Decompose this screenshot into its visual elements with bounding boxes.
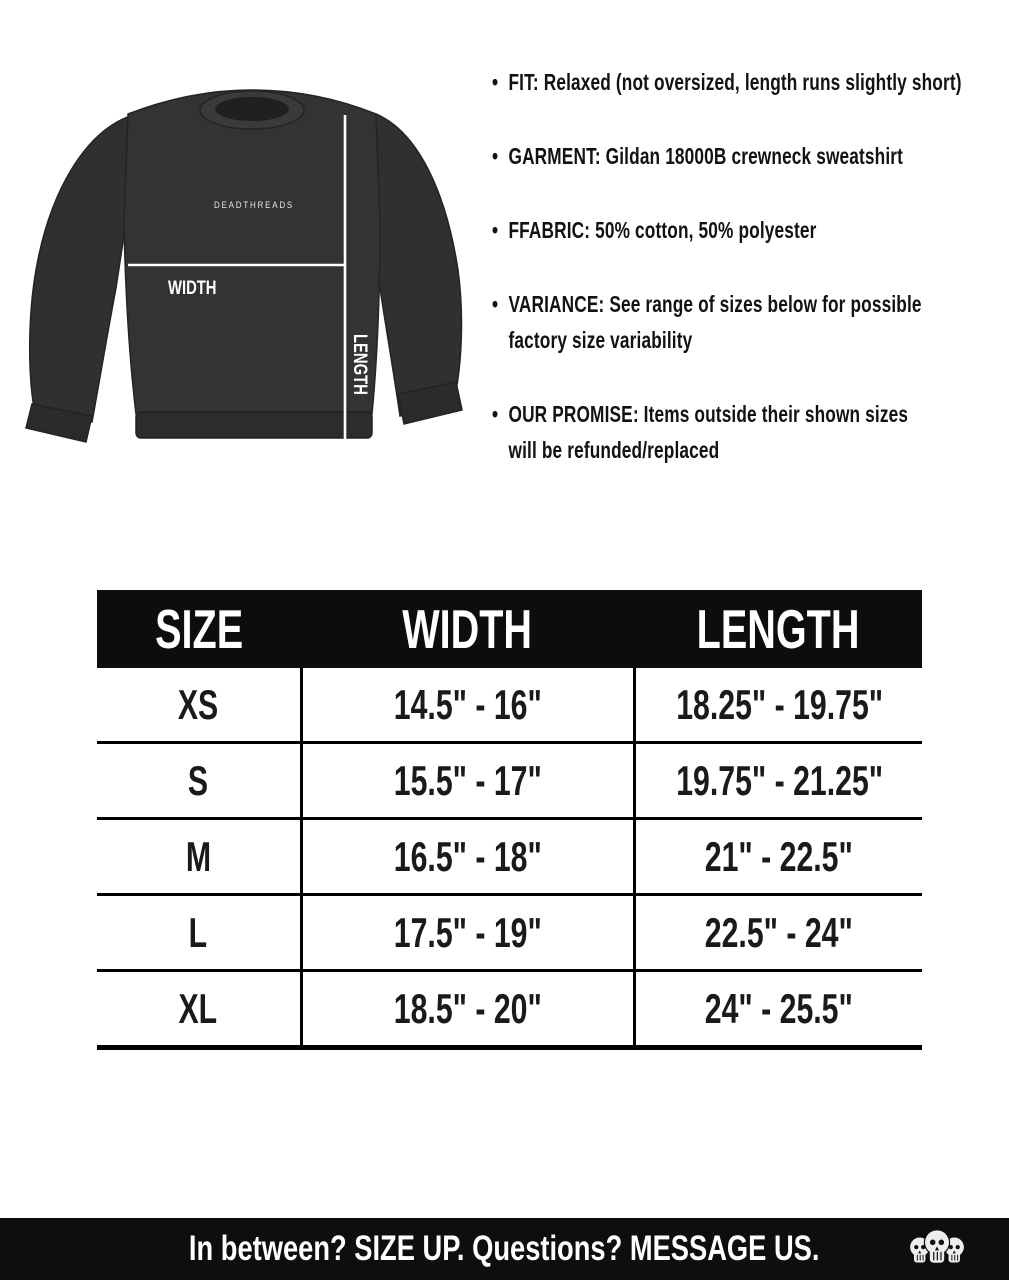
table-row-s: [97, 743, 922, 819]
brand-text: DEADTHREADS: [214, 200, 294, 210]
footer-bar: [0, 1218, 1009, 1280]
bullet-item-fit: [492, 64, 1009, 100]
product-facts-list: [492, 64, 1009, 506]
length-label: LENGTH: [349, 334, 371, 395]
bullet-icon: •: [492, 401, 499, 427]
sweatshirt-graphic: [10, 82, 478, 467]
header-cell-length: LENGTH: [634, 590, 922, 668]
width-cell: 14.5" - 16": [301, 668, 634, 743]
length-cell: 22.5" - 24": [634, 895, 922, 971]
width-cell: 16.5" - 18": [301, 819, 634, 895]
footer-message: In between? SIZE UP. Questions? MESSAGE US.: [189, 1229, 820, 1268]
sweatshirt-collar-opening: [215, 97, 289, 121]
header-cell-size: SIZE: [97, 590, 301, 668]
sweatshirt-body: [124, 90, 380, 414]
width-cell: 17.5" - 19": [301, 895, 634, 971]
length-cell: 24" - 25.5": [634, 971, 922, 1048]
sweatshirt-left-sleeve: [30, 116, 130, 422]
table-row-l: [97, 895, 922, 971]
size-cell: XS: [97, 668, 301, 743]
table-row-xl: [97, 971, 922, 1048]
bullet-item-variance: [492, 286, 1009, 358]
length-cell: 19.75" - 21.25": [634, 743, 922, 819]
bullet-text: will be refunded/replaced: [508, 437, 720, 463]
size-table-header-row: [97, 590, 922, 668]
size-cell: XL: [97, 971, 301, 1048]
bullet-text: FFABRIC: 50% cotton, 50% polyester: [508, 217, 817, 243]
sweatshirt-diagram: [10, 82, 478, 467]
sweatshirt-hem-band: [136, 412, 372, 438]
table-row-xs: [97, 668, 922, 743]
bullet-icon: •: [492, 143, 499, 169]
size-cell: S: [97, 743, 301, 819]
header-cell-width: WIDTH: [301, 590, 634, 668]
bullet-text: GARMENT: Gildan 18000B crewneck sweatshirt: [508, 143, 904, 169]
sweatshirt-right-sleeve: [372, 114, 461, 416]
bullet-text: factory size variability: [508, 327, 693, 353]
bullet-text: FIT: Relaxed (not oversized, length runs slightly short): [508, 69, 962, 95]
width-cell: 15.5" - 17": [301, 743, 634, 819]
bullet-item-garment: [492, 138, 1009, 174]
length-cell: 18.25" - 19.75": [634, 668, 922, 743]
size-cell: L: [97, 895, 301, 971]
width-label: WIDTH: [168, 277, 217, 299]
three-skulls-icon: [905, 1226, 969, 1274]
bullet-text: OUR PROMISE: Items outside their shown sizes: [508, 401, 909, 427]
bullet-item-promise: [492, 396, 1009, 468]
bullet-icon: •: [492, 69, 499, 95]
width-cell: 18.5" - 20": [301, 971, 634, 1048]
bullet-icon: •: [492, 217, 499, 243]
size-cell: M: [97, 819, 301, 895]
bullet-icon: •: [492, 291, 499, 317]
bullet-item-fabric: [492, 212, 1009, 248]
bullet-text: VARIANCE: See range of sizes below for possible: [508, 291, 922, 317]
length-cell: 21" - 22.5": [634, 819, 922, 895]
table-row-m: [97, 819, 922, 895]
size-table: [97, 590, 922, 1050]
